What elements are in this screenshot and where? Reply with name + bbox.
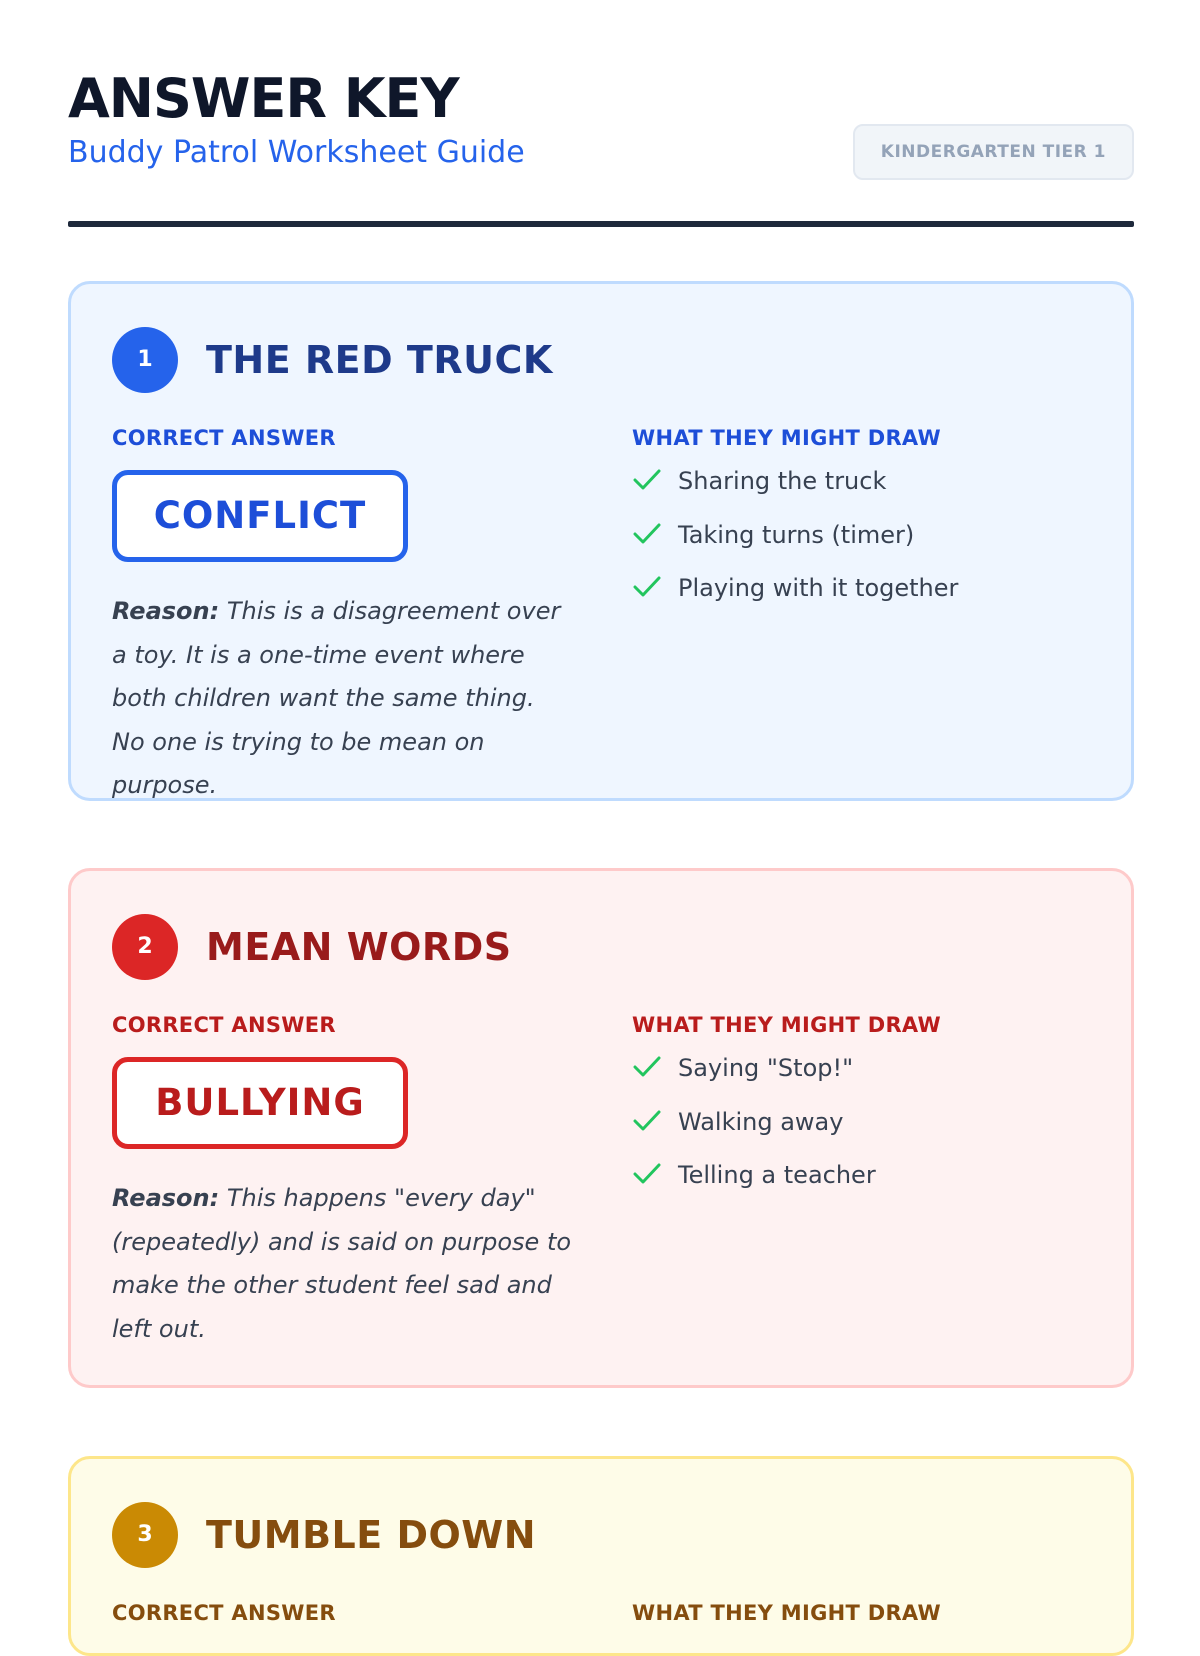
draw-list-item [632, 464, 1072, 518]
card-number-badge: 1 [112, 327, 178, 393]
draw-list [632, 464, 1072, 625]
what-they-might-draw-label: WHAT THEY MIGHT DRAW [632, 1601, 941, 1625]
check-icon [632, 1054, 662, 1080]
draw-item-label: Taking turns (timer) [678, 520, 915, 549]
answer-card-3 [68, 1456, 1134, 1656]
reason-prefix: Reason: [112, 597, 220, 625]
correct-answer-label: CORRECT ANSWER [112, 1601, 336, 1625]
check-icon [632, 574, 662, 600]
draw-list-item [632, 1051, 1072, 1105]
check-icon [632, 1161, 662, 1187]
card-title: TUMBLE DOWN [206, 1513, 537, 1557]
draw-list-item [632, 571, 1072, 625]
card-title: THE RED TRUCK [206, 338, 553, 382]
reason-body: This is a disagreement over a toy. It is a one-time event where both children want the same thing. No one is trying to be mean on purpose. [112, 597, 561, 799]
draw-item-label: Sharing the truck [678, 467, 887, 495]
what-they-might-draw-label: WHAT THEY MIGHT DRAW [632, 1013, 941, 1037]
reason-text [112, 1177, 572, 1351]
draw-list [632, 1051, 1072, 1212]
answer-card-1 [68, 281, 1134, 801]
correct-answer-label: CORRECT ANSWER [112, 1013, 336, 1037]
correct-answer-box: BULLYING [112, 1057, 408, 1149]
draw-item-label: Walking away [678, 1107, 844, 1136]
reason-body: This happens "every day" (repeatedly) and is said on purpose to make the other student feel sad and left out. [112, 1184, 572, 1343]
check-icon [632, 467, 662, 493]
reason-text [112, 590, 572, 808]
check-icon [632, 521, 662, 547]
correct-answer-label: CORRECT ANSWER [112, 426, 336, 450]
correct-answer-box: CONFLICT [112, 470, 408, 562]
card-title: MEAN WORDS [206, 925, 512, 969]
card-number-badge: 2 [112, 914, 178, 980]
check-icon [632, 1108, 662, 1134]
draw-item-label: Saying "Stop!" [678, 1054, 854, 1082]
page-header [68, 68, 1134, 172]
reason-prefix: Reason: [112, 1184, 220, 1212]
draw-item-label: Playing with it together [678, 574, 959, 602]
page-title: ANSWER KEY [68, 67, 459, 130]
answer-card-2 [68, 868, 1134, 1388]
page-subtitle: Buddy Patrol Worksheet Guide [68, 135, 525, 170]
header-divider [68, 221, 1134, 227]
card-number-badge: 3 [112, 1502, 178, 1568]
tier-badge: KINDERGARTEN TIER 1 [853, 124, 1134, 180]
draw-list-item [632, 1105, 1072, 1159]
draw-item-label: Telling a teacher [678, 1161, 876, 1189]
draw-list-item [632, 518, 1072, 572]
what-they-might-draw-label: WHAT THEY MIGHT DRAW [632, 426, 941, 450]
draw-list-item [632, 1158, 1072, 1212]
